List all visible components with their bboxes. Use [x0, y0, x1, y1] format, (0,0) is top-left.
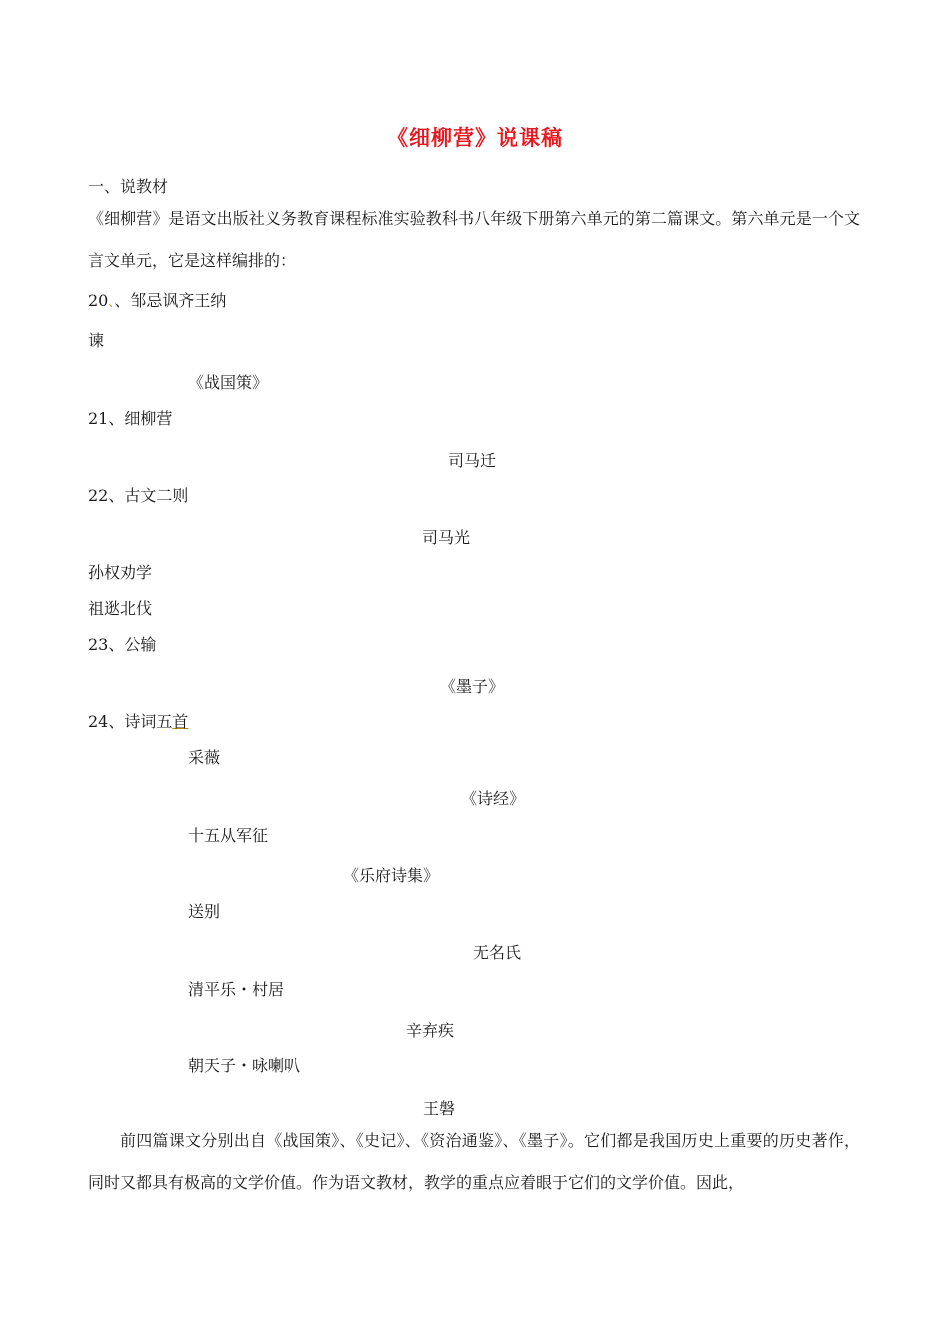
list-number: 20	[88, 291, 109, 310]
list-item-23: 23、公输	[88, 635, 157, 654]
closing-paragraph: 前四篇课文分别出自《战国策》、《史记》、《资治通鉴》、《墨子》。它们都是我国历史上重要的历史著作，同时又都具有极高的文学价值。作为语文教材，教学的重点应着眼于它们的文学价值。因此，	[88, 1131, 860, 1192]
list-text: 、邹忌讽齐王纳	[114, 291, 227, 310]
list-item-21: 21、细柳营	[88, 409, 173, 428]
page-title: 《细柳营》说课稿	[387, 126, 563, 150]
poem-2: 十五从军征	[188, 826, 269, 845]
poem-5: 朝天子・咏喇叭	[188, 1056, 301, 1075]
poem-5-source: 王磐	[423, 1099, 456, 1118]
poem-1: 采薇	[188, 748, 221, 767]
section-heading: 一、说教材	[88, 177, 169, 196]
list-item-20	[88, 291, 226, 312]
list-item-22-a: 孙权劝学	[88, 563, 153, 582]
poem-2-source: 《乐府诗集》	[343, 866, 440, 885]
poem-3: 送别	[188, 902, 221, 921]
list-item-20-source: 《战国策》	[188, 373, 269, 392]
list-item-24	[88, 712, 188, 732]
list-text: 24、诗词五	[88, 712, 173, 731]
list-item-22: 22、古文二则	[88, 486, 189, 505]
poem-4: 清平乐・村居	[188, 980, 285, 999]
list-item-22-b: 祖逖北伐	[88, 599, 153, 618]
list-item-23-source: 《墨子》	[440, 677, 505, 696]
list-item-22-source: 司马光	[422, 528, 471, 547]
poem-3-source: 无名氏	[473, 943, 522, 962]
poem-4-source: 辛弃疾	[406, 1021, 455, 1040]
list-item-21-source: 司马迁	[448, 451, 497, 470]
format-mark: 、	[108, 295, 115, 309]
poem-1-source: 《诗经》	[461, 789, 526, 808]
list-item-20-continued: 谏	[88, 331, 105, 350]
intro-paragraph: 《细柳营》是语文出版社义务教育课程标准实验教科书八年级下册第六单元的第二篇课文。第六单元是一个文言文单元，它是这样编排的：	[88, 209, 860, 270]
format-mark: 首	[172, 712, 189, 731]
